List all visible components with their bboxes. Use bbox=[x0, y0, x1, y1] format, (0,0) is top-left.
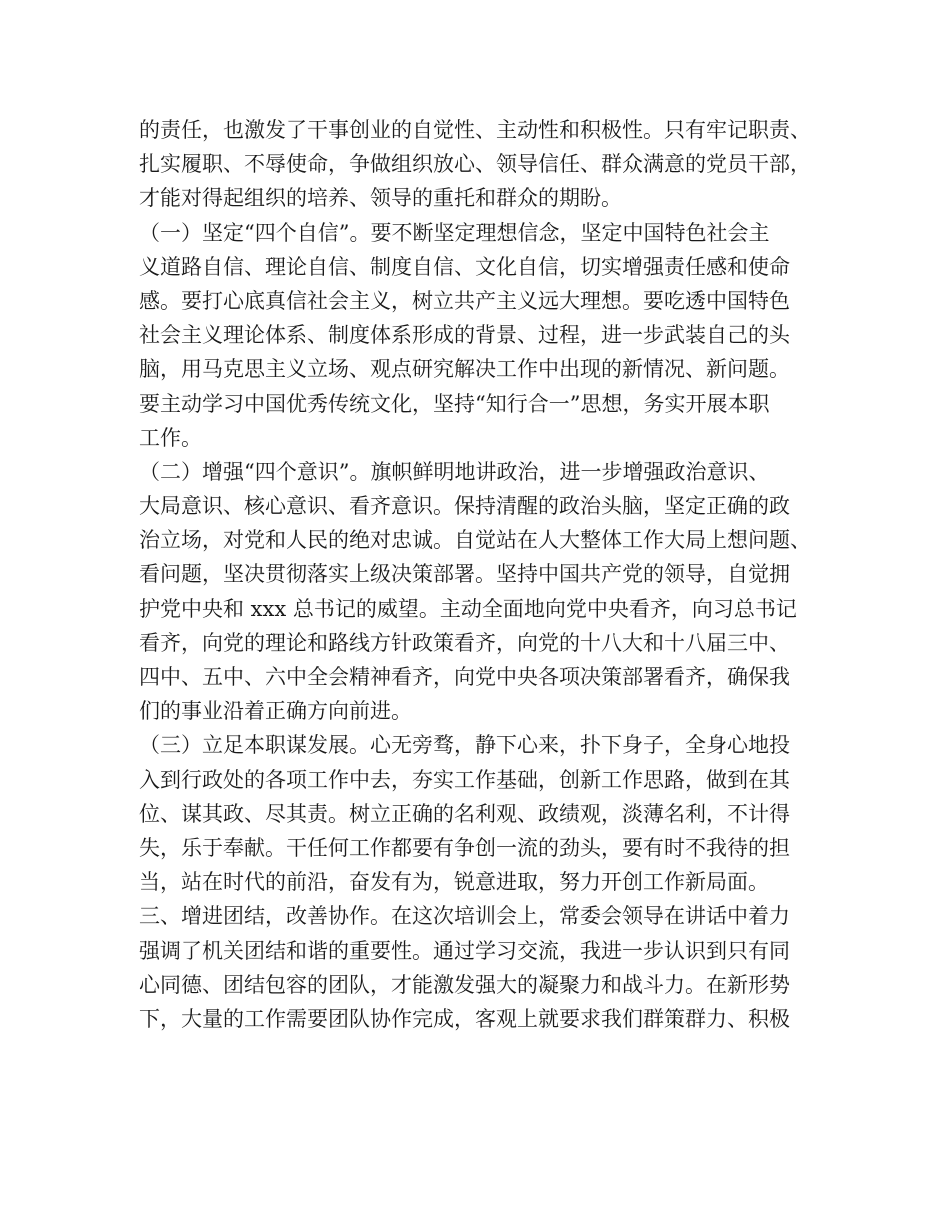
text-line: （二）增强“四个意识”。旗帜鲜明地讲政治，进一步增强政治意识、 bbox=[139, 459, 770, 484]
text-line: 心同德、团结包容的团队，才能激发强大的凝聚力和战斗力。在新形势 bbox=[139, 972, 790, 997]
text-line: 失，乐于奉献。干任何工作都要有争创一流的劲头，要有时不我待的担 bbox=[139, 835, 790, 860]
text-line: 的责任，也激发了干事创业的自觉性、主动性和积极性。只有牢记职责、 bbox=[139, 118, 811, 142]
text-line: （三）立足本职谋发展。心无旁骛，静下心来，扑下身子，全身心地投 bbox=[139, 733, 790, 758]
body-text bbox=[139, 113, 829, 1036]
text-line: 看齐，向党的理论和路线方针政策看齐，向党的十八大和十八届三中、 bbox=[139, 630, 790, 655]
text-line: 强调了机关团结和谐的重要性。通过学习交流，我进一步认识到只有同 bbox=[139, 938, 790, 963]
text-line: 看问题，坚决贯彻落实上级决策部署。坚持中国共产党的领导，自觉拥 bbox=[139, 562, 790, 587]
text-line: 大局意识、核心意识、看齐意识。保持清醒的政治头脑，坚定正确的政 bbox=[139, 494, 790, 519]
text-line: 才能对得起组织的培养、领导的重托和群众的期盼。 bbox=[139, 186, 622, 211]
text-line: 三、增进团结，改善协作。在这次培训会上，常委会领导在讲话中着力 bbox=[139, 904, 790, 929]
text-line: 社会主义理论体系、制度体系形成的背景、过程，进一步武装自己的头 bbox=[139, 323, 790, 348]
text-line: 们的事业沿着正确方向前进。 bbox=[139, 699, 412, 724]
text-line: 下，大量的工作需要团队协作完成，客观上就要求我们群策群力、积极 bbox=[139, 1006, 790, 1031]
text-line: 脑，用马克思主义立场、观点研究解决工作中出现的新情况、新问题。 bbox=[139, 357, 790, 382]
text-line: 位、谋其政、尽其责。树立正确的名利观、政绩观，淡薄名利，不计得 bbox=[139, 801, 790, 826]
text-line: 扎实履职、不辱使命，争做组织放心、领导信任、群众满意的党员干部， bbox=[139, 152, 811, 177]
text-line: 工作。 bbox=[139, 425, 202, 450]
text-line: 当，站在时代的前沿，奋发有为，锐意进取，努力开创工作新局面。 bbox=[139, 870, 769, 895]
text-line: 治立场，对党和人民的绝对忠诚。自觉站在人大整体工作大局上想问题、 bbox=[139, 528, 811, 553]
text-line: 义道路自信、理论自信、制度自信、文化自信，切实增强责任感和使命 bbox=[139, 254, 790, 279]
text-line: 护党中央和 xxx 总书记的威望。主动全面地向党中央看齐，向习总书记 bbox=[139, 596, 797, 621]
text-line: 四中、五中、六中全会精神看齐，向党中央各项决策部署看齐，确保我 bbox=[139, 665, 790, 689]
text-line: 要主动学习中国优秀传统文化，坚持“知行合一”思想，务实开展本职 bbox=[139, 391, 770, 416]
text-line: （一）坚定“四个自信”。要不断坚定理想信念，坚定中国特色社会主 bbox=[139, 220, 770, 245]
text-line: 入到行政处的各项工作中去，夯实工作基础，创新工作思路，做到在其 bbox=[139, 767, 790, 792]
text-line: 感。要打心底真信社会主义，树立共产主义远大理想。要吃透中国特色 bbox=[139, 288, 790, 313]
